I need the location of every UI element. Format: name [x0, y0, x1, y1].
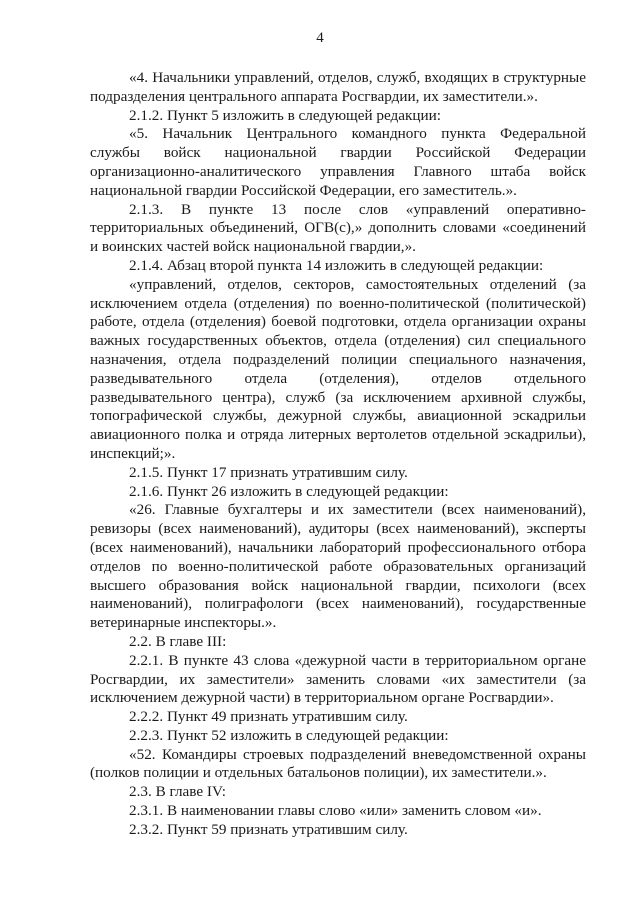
paragraph-item-4-text: «4. Начальники управлений, отделов, служб, входящих в структурные подразделения центрального аппарата Росгвардии, их заместители.». — [90, 69, 586, 105]
paragraph-item-52-text: «52. Командиры строевых подразделений вневедомственной охраны (полков полиции и отдельных батальонов полиции), их заместители.». — [90, 745, 586, 782]
paragraph-item-26-text: «26. Главные бухгалтеры и их заместители (всех наименований), ревизоры (всех наименований), аудиторы (всех наименований), эксперты (всех наименований), начальники лабораторий профессионального отбора отделов по военно-политической работе образовательных организаций высшего образования войск национальной гвардии, психологи (всех наименований), полиграфологи (всех наименований), государственные ветеринарные инспекторы.». — [90, 501, 586, 632]
paragraph-2-1-4: 2.1.4. Абзац второй пункта 14 изложить в следующей редакции: — [129, 256, 544, 274]
paragraph-2-1-5: 2.1.5. Пункт 17 признать утратившим силу. — [129, 463, 408, 481]
paragraph-2-3-1: 2.3.1. В наименовании главы слово «или» заменить словом «и». — [129, 802, 542, 820]
paragraph-2-2-1: 2.2.1. В пункте 43 слова «дежурной части в территориальном органе Росгвардии, их заместители» заменить словами «их заместители (за исключением дежурной части) в территориальном органе Росгвардии». — [90, 651, 586, 707]
page-number: 4 — [316, 30, 324, 46]
paragraph-2-2-3: 2.2.3. Пункт 52 изложить в следующей редакции: — [129, 726, 449, 744]
paragraph-2-3-2: 2.3.2. Пункт 59 признать утратившим силу. — [129, 820, 408, 838]
document-body — [90, 69, 586, 840]
paragraph-2-2-2: 2.2.2. Пункт 49 признать утратившим силу. — [129, 708, 408, 726]
paragraph-2-2: 2.2. В главе III: — [129, 632, 227, 650]
paragraph-2-3: 2.3. В главе IV: — [129, 783, 227, 801]
paragraph-item-14-text: «управлений, отделов, секторов, самостоятельных отделений (за исключением отдела (отделения) по военно-политической (политической) работе, отдела (отделения) боевой подготовки, отдела организации охраны важных государственных объектов, отдела (отделения) сил специального назначения, отдела подразделений полиции специального назначения, разведывательного отдела (отделения), отделов отдельного разведывательного центра), служб (за исключением архивной службы, топографической службы, дежурной службы, авиационной эскадрильи авиационного полка и отряда литерных вертолетов отдельной эскадрильи), инспекций;». — [90, 275, 586, 462]
paragraph-2-1-2: 2.1.2. Пункт 5 изложить в следующей редакции: — [129, 106, 442, 124]
paragraph-2-1-6: 2.1.6. Пункт 26 изложить в следующей редакции: — [129, 482, 449, 500]
paragraph-2-1-3: 2.1.3. В пункте 13 после слов «управлений оперативно-территориальных объединений, ОГВ(с),» дополнить словами «соединений и воинских частей войск национальной гвардии,». — [90, 200, 586, 256]
paragraph-item-5-text: «5. Начальник Центрального командного пункта Федеральной службы войск национальной гвардии Российской Федерации организационно-аналитического управления Главного штаба войск национальной гвардии Российской Федерации, его заместитель.». — [90, 125, 586, 199]
